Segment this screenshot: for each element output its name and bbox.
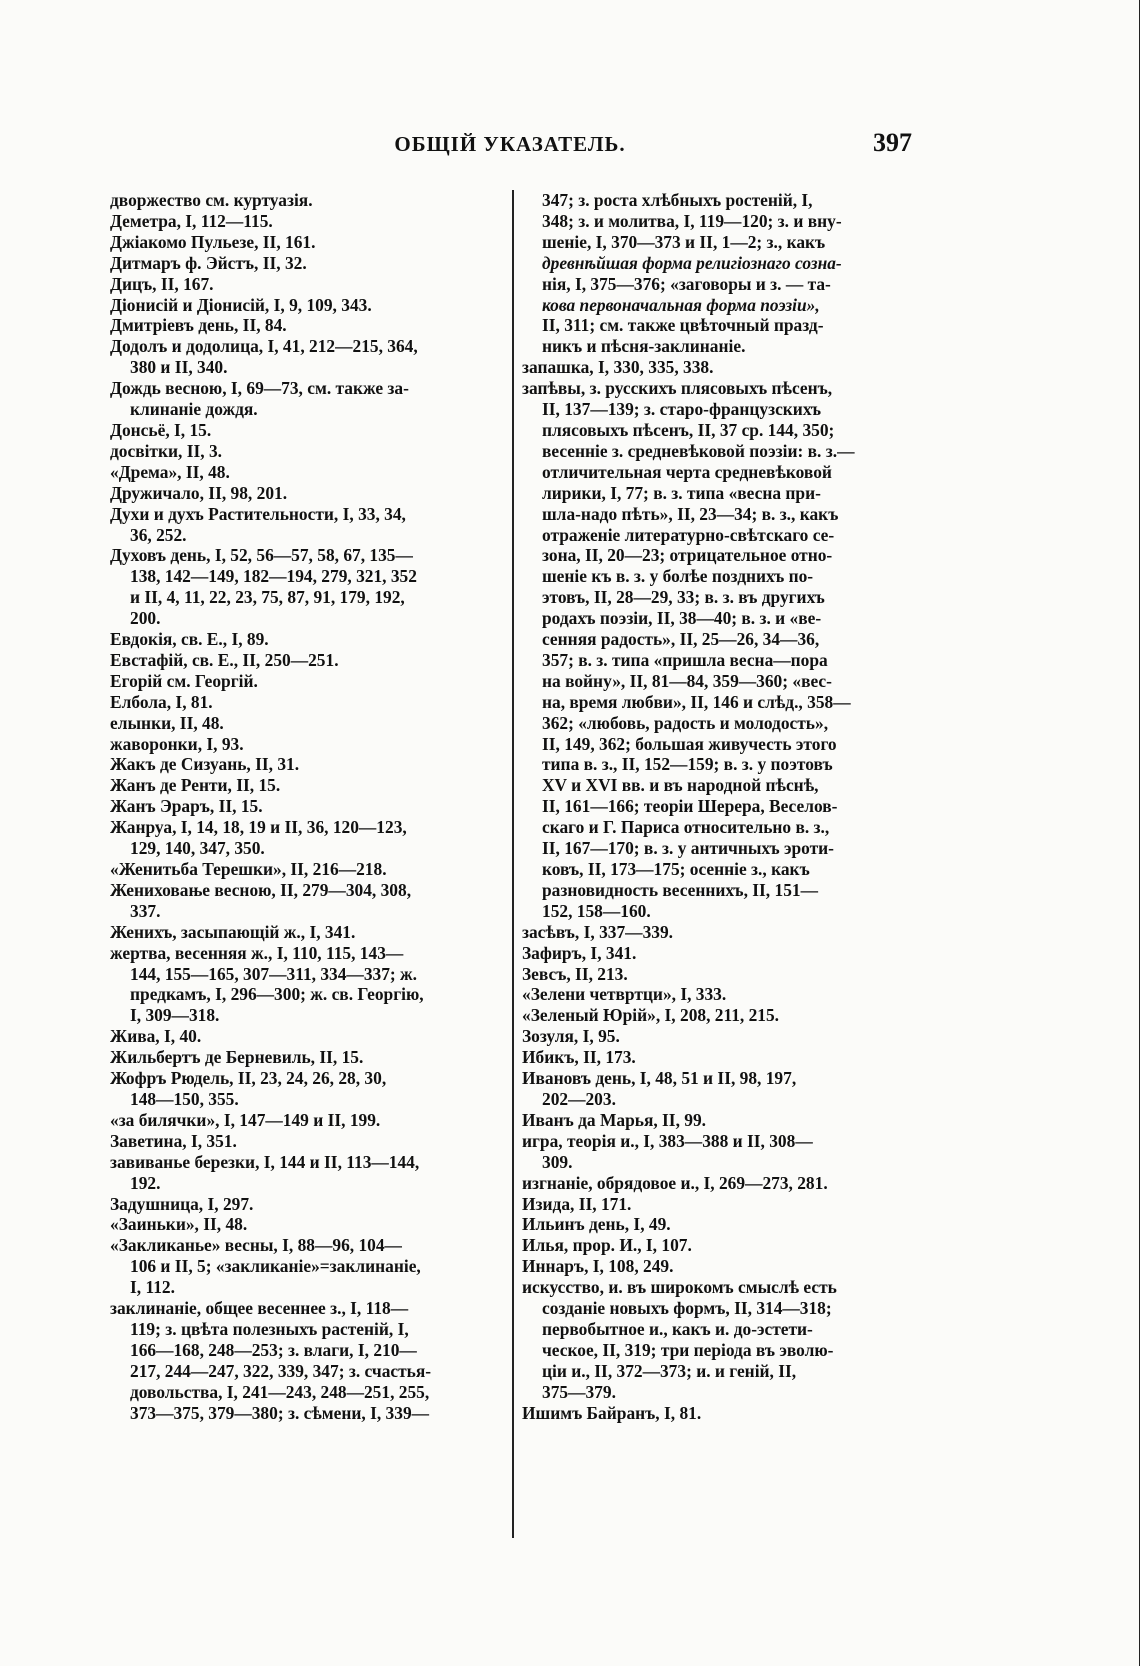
index-entry: Джіакомо Пульезе, II, 161. — [110, 231, 316, 252]
index-entry-continued: на, время любви», II, 146 и слѣд., 358— — [542, 691, 851, 712]
index-entry-continued: родахъ поэзіи, II, 38—40; в. з. и «ве- — [542, 608, 822, 629]
index-entry: Дмитріевъ день, II, 84. — [110, 315, 287, 336]
index-entry-continued: ковъ, II, 173—175; осенніе з., какъ — [542, 859, 810, 879]
index-entry: Илья, прор. И., I, 107. — [522, 1235, 692, 1256]
index-entry: Евстафій, св. Е., II, 250—251. — [110, 649, 339, 670]
index-entry-continued: типа в. з., II, 152—159; в. з. у поэтовъ — [542, 754, 833, 775]
index-entry-continued: скаго и Г. Париса относительно в. з., — [542, 817, 830, 838]
page-title: ОБЩІЙ УКАЗАТЕЛЬ. — [394, 132, 626, 156]
page-number: 397 — [873, 128, 912, 157]
index-entry-continued: никъ и пѣсня-заклинаніе. — [542, 336, 746, 357]
index-entry-continued: шла-надо пѣть», II, 23—34; в. з., какъ — [542, 503, 839, 524]
index-entry-continued: клинаніе дождя. — [130, 399, 258, 420]
index-entry: «Заиньки», II, 48. — [110, 1214, 248, 1235]
index-entry: Дождь весною, I, 69—73, см. также за- — [110, 378, 409, 399]
index-entry: запѣвы, з. русскихъ плясовыхъ пѣсенъ, — [522, 378, 833, 399]
index-entry: заклинаніе, общее весеннее з., I, 118— — [110, 1298, 409, 1319]
index-entry: «за билячки», I, 147—149 и II, 199. — [110, 1109, 381, 1130]
index-entry: «Зелени четвртци», I, 333. — [522, 984, 727, 1005]
index-entry-continued: 347; з. роста хлѣбныхъ ростеній, I, — [542, 190, 813, 210]
index-entry: жаворонки, I, 93. — [110, 733, 244, 754]
index-entry: Духовъ день, I, 52, 56—57, 58, 67, 135— — [110, 545, 413, 566]
column-divider — [512, 190, 514, 1538]
index-entry: Зафиръ, I, 341. — [522, 942, 637, 963]
index-entry: Заветина, I, 351. — [110, 1130, 237, 1151]
index-entry: Жанъ Эраръ, II, 15. — [110, 796, 263, 817]
index-entry-continued: II, 311; см. также цвѣточный празд- — [542, 315, 824, 336]
index-entry-continued: ческое, II, 319; три періода въ эволю- — [542, 1339, 834, 1360]
index-entry: Евдокія, св. Е., I, 89. — [110, 629, 269, 650]
index-entry-continued: этовъ, II, 28—29, 33; в. з. въ другихъ — [542, 587, 825, 608]
index-entry-continued: древнѣйшая форма религіознаго созна- — [542, 252, 842, 273]
index-entry-continued: первобытное и., какъ и. до-эстети- — [542, 1318, 813, 1339]
index-entry: «Закликанье» весны, I, 88—96, 104— — [110, 1235, 402, 1256]
index-entry: Егорій см. Георгій. — [110, 670, 258, 691]
index-entry-continued: 200. — [130, 608, 161, 629]
index-entry-continued: и II, 4, 11, 22, 23, 75, 87, 91, 179, 192, — [130, 587, 405, 608]
index-entry: Зозуля, I, 95. — [522, 1026, 620, 1047]
index-entry: Ишимъ Байранъ, I, 81. — [522, 1402, 702, 1423]
index-entry: Женихъ, засыпающій ж., I, 341. — [110, 921, 356, 942]
index-entry-continued: шеніе къ в. з. у болѣе позднихъ по- — [542, 566, 814, 587]
index-entry-continued: довольства, I, 241—243, 248—251, 255, — [130, 1381, 430, 1402]
index-entry-continued: лирики, I, 77; в. з. типа «весна при- — [542, 482, 821, 503]
index-entry: Дицъ, II, 167. — [110, 273, 214, 294]
index-entry: завиванье березки, I, 144 и II, 113—144, — [110, 1151, 420, 1172]
index-entry-continued: 129, 140, 347, 350. — [130, 838, 265, 859]
index-entry: Донсьё, I, 15. — [110, 419, 212, 440]
index-entry-continued: II, 167—170; в. з. у античныхъ эроти- — [542, 838, 834, 859]
index-entry: Жакъ де Сизуань, II, 31. — [110, 754, 300, 775]
index-entry: Жофръ Рюдель, II, 23, 24, 26, 28, 30, — [110, 1068, 387, 1089]
index-entry-continued: 373—375, 379—380; з. сѣмени, I, 339— — [130, 1402, 430, 1423]
index-entry: Жильбертъ де Берневиль, II, 15. — [110, 1047, 364, 1068]
index-entry: Иннаръ, I, 108, 249. — [522, 1256, 674, 1277]
index-entry: Зевсъ, II, 213. — [522, 963, 628, 984]
index-entry: Жанъ де Ренти, II, 15. — [110, 775, 281, 796]
index-entry-continued: созданіе новыхъ формъ, II, 314—318; — [542, 1298, 832, 1319]
index-entry: Додолъ и додолица, I, 41, 212—215, 364, — [110, 336, 418, 357]
index-entry: елынки, II, 48. — [110, 712, 224, 733]
index-entry: Ивановъ день, I, 48, 51 и II, 98, 197, — [522, 1068, 797, 1089]
index-entry: Жениховање весною, II, 279—304, 308, — [110, 879, 412, 900]
index-column-left — [110, 190, 515, 1423]
index-entry-continued: на войну», II, 81—84, 359—360; «вес- — [542, 670, 832, 691]
index-entry-continued: кова первоначальная форма поэзіи», — [542, 294, 820, 315]
index-entry: жертва, весенняя ж., I, 110, 115, 143— — [110, 942, 404, 963]
index-entry-continued: отличительная черта средневѣковой — [542, 461, 832, 482]
index-entry-continued: I, 309—318. — [130, 1005, 220, 1026]
index-entry-continued: 217, 244—247, 322, 339, 347; з. счастья- — [130, 1360, 432, 1381]
index-entry-continued: 375—379. — [542, 1381, 616, 1402]
index-entry: Дружичало, II, 98, 201. — [110, 482, 288, 503]
index-entry-continued: 362; «любовь, радость и молодость», — [542, 712, 829, 733]
index-entry-continued: отраженіе литературно-свѣтскаго се- — [542, 524, 835, 545]
index-entry: запашка, I, 330, 335, 338. — [522, 357, 714, 378]
index-entry-continued: 192. — [130, 1172, 161, 1193]
index-entry-continued: 106 и II, 5; «закликаніе»=заклинаніе, — [130, 1256, 421, 1277]
index-entry: «Женитьба Терешки», II, 216—218. — [110, 859, 387, 879]
index-entry-continued: шеніе, I, 370—373 и II, 1—2; з., какъ — [542, 231, 826, 252]
index-entry: Ибикъ, II, 173. — [522, 1047, 636, 1068]
index-entry-continued: 119; з. цвѣта полезныхъ растеній, I, — [130, 1318, 409, 1339]
index-entry: Жива, I, 40. — [110, 1026, 202, 1047]
index-entry-continued: ціи и., II, 372—373; и. и геній, II, — [542, 1360, 797, 1381]
index-entry: изгнаніе, обрядовое и., I, 269—273, 281. — [522, 1172, 828, 1193]
index-entry: Деметра, I, 112—115. — [110, 210, 273, 231]
index-entry: засѣвъ, I, 337—339. — [522, 921, 674, 942]
index-entry-continued: разновидность весеннихъ, II, 151— — [542, 879, 818, 900]
index-entry-continued: II, 149, 362; большая живучесть этого — [542, 733, 837, 754]
index-entry-continued: весенніе з. средневѣковой поэзіи: в. з.— — [542, 440, 855, 461]
index-entry: Ильинъ день, I, 49. — [522, 1214, 671, 1235]
index-entry-continued: 337. — [130, 900, 161, 921]
index-entry-continued: 357; в. з. типа «пришла весна—пора — [542, 649, 828, 670]
index-entry-continued: II, 137—139; з. старо-французскихъ — [542, 399, 821, 420]
index-entry: искусство, и. въ широкомъ смыслѣ есть — [522, 1277, 837, 1298]
index-column-right — [522, 190, 927, 1423]
index-entry: Задушница, I, 297. — [110, 1193, 254, 1214]
index-entry-continued: предкамъ, I, 296—300; ж. св. Георгію, — [130, 984, 424, 1005]
index-entry-continued: 144, 155—165, 307—311, 334—337; ж. — [130, 963, 417, 984]
index-entry: дворжество см. куртуазія. — [110, 190, 313, 210]
index-entry: досвітки, II, 3. — [110, 440, 222, 461]
index-entry-continued: I, 112. — [130, 1277, 175, 1298]
index-entry-continued: 348; з. и молитва, I, 119—120; з. и вну- — [542, 210, 842, 231]
index-entry-continued: II, 161—166; теоріи Шерера, Веселов- — [542, 796, 838, 817]
index-entry: Духи и духъ Растительности, I, 33, 34, — [110, 503, 406, 524]
index-entry: Жанруа, I, 14, 18, 19 и II, 36, 120—123, — [110, 817, 407, 838]
index-entry: Елбола, I, 81. — [110, 691, 213, 712]
index-entry-continued: 380 и II, 340. — [130, 357, 228, 378]
index-entry-continued: плясовыхъ пѣсенъ, II, 37 ср. 144, 350; — [542, 419, 835, 440]
index-entry: игра, теорія и., I, 383—388 и II, 308— — [522, 1130, 813, 1151]
index-entry: Изида, II, 171. — [522, 1193, 632, 1214]
page-header — [108, 128, 912, 162]
index-entry-continued: 202—203. — [542, 1088, 616, 1109]
index-entry-continued: 36, 252. — [130, 524, 187, 545]
index-entry-continued: зона, II, 20—23; отрицательное отно- — [542, 545, 833, 566]
index-entry: «Дрема», II, 48. — [110, 461, 230, 482]
index-entry: «Зеленый Юрій», I, 208, 211, 215. — [522, 1005, 780, 1026]
index-entry: Иванъ да Марья, II, 99. — [522, 1109, 707, 1130]
index-entry: Дитмаръ ф. Эйстъ, II, 32. — [110, 252, 307, 273]
index-entry-continued: нія, I, 375—376; «заговоры и з. — та- — [542, 273, 831, 294]
index-entry: Діонисій и Діонисій, I, 9, 109, 343. — [110, 294, 372, 315]
index-entry-continued: 152, 158—160. — [542, 900, 651, 921]
index-entry-continued: сенняя радость», II, 25—26, 34—36, — [542, 629, 820, 650]
index-entry-continued: 309. — [542, 1151, 573, 1172]
index-entry-continued: 138, 142—149, 182—194, 279, 321, 352 — [130, 566, 417, 587]
index-entry-continued: XV и XVI вв. и въ народной пѣснѣ, — [542, 775, 819, 796]
index-entry-continued: 148—150, 355. — [130, 1088, 239, 1109]
index-entry-continued: 166—168, 248—253; з. влаги, I, 210— — [130, 1339, 417, 1360]
